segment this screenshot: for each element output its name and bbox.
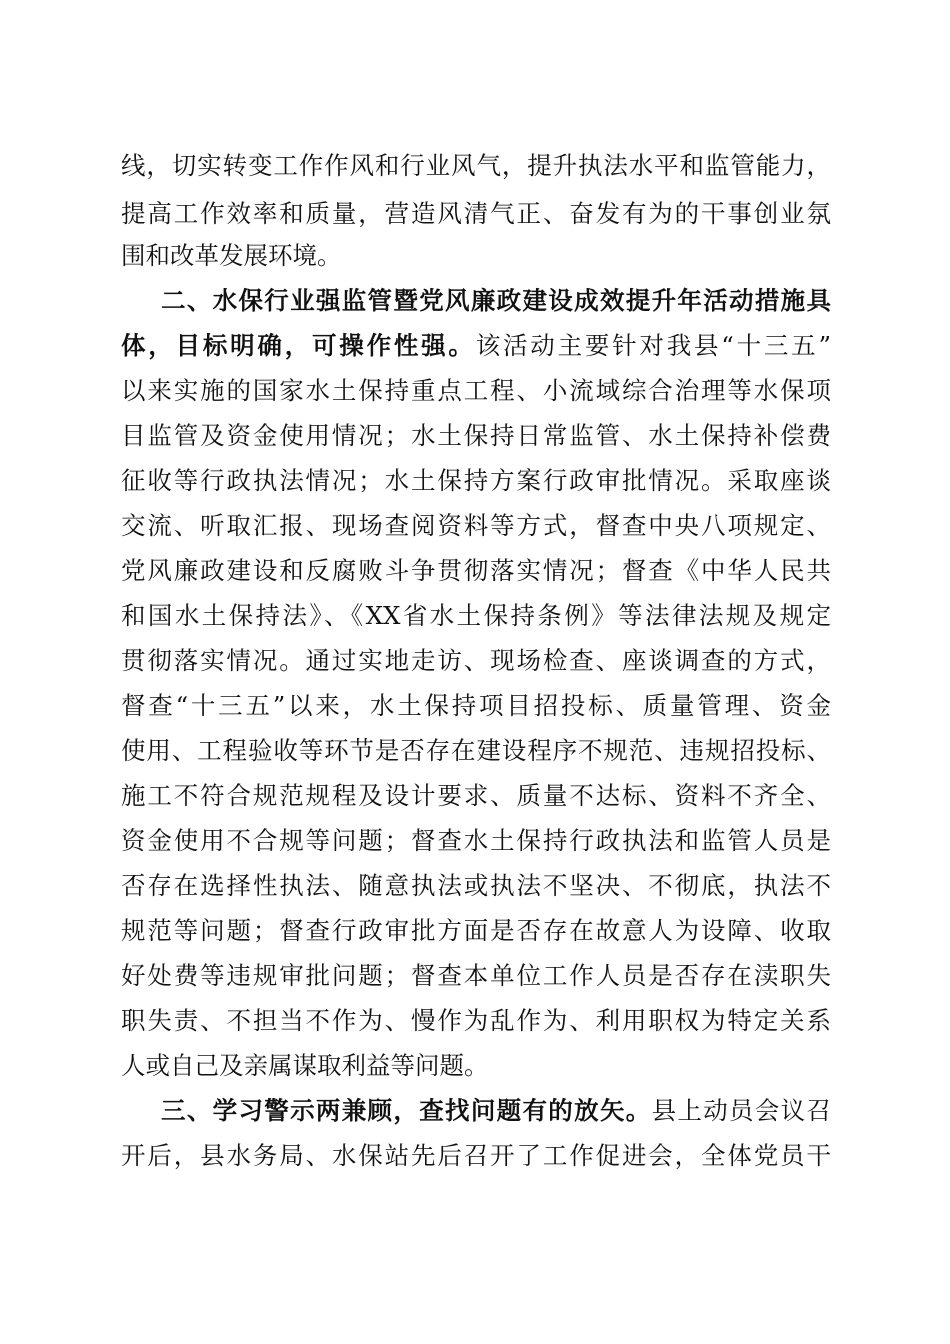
paragraph-3-line-2: 开后，县水务局、水保站先后召开了工作促进会，全体党员干 — [121, 1141, 831, 1170]
paragraph-2-line: 规范等问题；督查行政审批方面是否存在故意人为设障、收取 — [121, 916, 831, 945]
paragraph-2-line: 和国水土保持法》、《XX省水土保持条例》等法律法规及规定 — [121, 601, 831, 630]
paragraph-2-line: 督查“十三五”以来，水土保持项目招投标、质量管理、资金 — [121, 691, 831, 720]
paragraph-2-line-2 — [121, 322, 831, 370]
paragraph-2-line: 使用、工程验收等环节是否存在建设程序不规范、违规招投标、 — [121, 736, 831, 765]
paragraph-2-line: 目监管及资金使用情况；水土保持日常监管、水土保持补偿费 — [121, 421, 831, 450]
paragraph-2-line: 以来实施的国家水土保持重点工程、小流域综合治理等水保项 — [121, 376, 831, 405]
paragraph-2-line: 贯彻落实情况。通过实地走访、现场检查、座谈调查的方式， — [121, 646, 831, 675]
paragraph-1-line-2: 提高工作效率和质量，营造风清气正、奋发有为的干事创业氛 — [121, 199, 831, 228]
paragraph-2-line: 人或自己及亲属谋取利益等问题。 — [121, 1051, 489, 1080]
paragraph-2-line: 好处费等违规审批问题；督查本单位工作人员是否存在渎职失 — [121, 961, 831, 990]
paragraph-2-line: 党风廉政建设和反腐败斗争贯彻落实情况；督查《中华人民共 — [121, 556, 831, 585]
paragraph-2-line: 职失责、不担当不作为、慢作为乱作为、利用职权为特定关系 — [121, 1006, 831, 1035]
paragraph-3-line-1 — [161, 1087, 831, 1135]
paragraph-2-line: 交流、听取汇报、现场查阅资料等方式，督查中央八项规定、 — [121, 511, 831, 540]
paragraph-3-line-1-text: 县上动员会议召 — [651, 1096, 831, 1125]
paragraph-2-line: 资金使用不合规等问题；督查水土保持行政执法和监管人员是 — [121, 826, 831, 855]
section-3-heading: 三、学习警示两兼顾，查找问题有的放矢。 — [161, 1096, 652, 1125]
paragraph-1-line-1: 线，切实转变工作作风和行业风气，提升执法水平和监管能力， — [121, 151, 831, 180]
section-2-heading-line-2: 体，目标明确，可操作性强。 — [121, 331, 476, 360]
paragraph-1-line-3: 围和改革发展环境。 — [121, 241, 342, 270]
section-2-heading-line-1: 二、水保行业强监管暨党风廉政建设成效提升年活动措施具 — [161, 286, 831, 315]
paragraph-2-line: 征收等行政执法情况；水土保持方案行政审批情况。采取座谈 — [121, 466, 831, 495]
paragraph-2-line: 施工不符合规范规程及设计要求、质量不达标、资料不齐全、 — [121, 781, 831, 810]
paragraph-2-line: 否存在选择性执法、随意执法或执法不坚决、不彻底，执法不 — [121, 871, 831, 900]
paragraph-2-line-2-text: 该活动主要针对我县“十三五” — [475, 331, 831, 360]
